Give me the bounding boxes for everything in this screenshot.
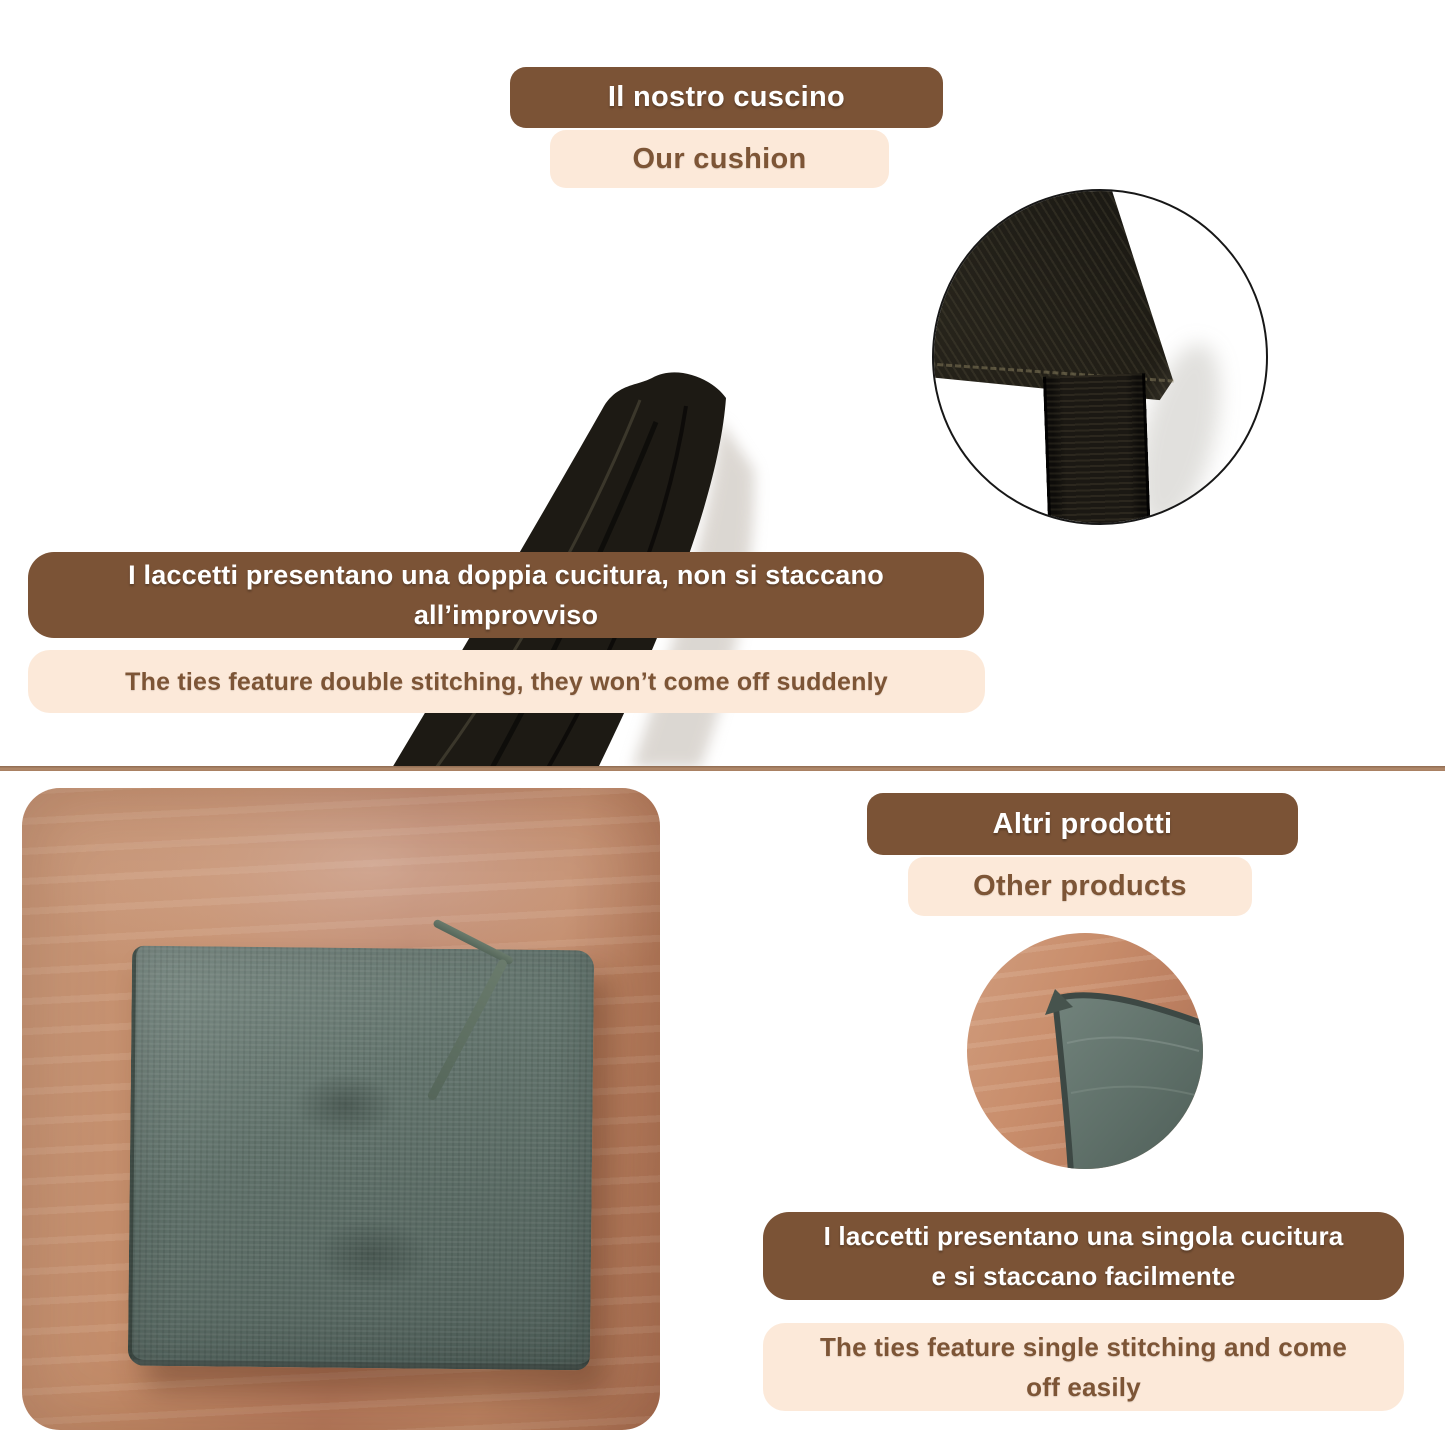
claim-line-1: I laccetti presentano una doppia cucitura, non si staccano	[128, 560, 884, 590]
competitor-claim-banner-english	[763, 1323, 1404, 1411]
competitor-claim-en-line-2: off easily	[1026, 1372, 1141, 1402]
claim-line-2: all’improvviso	[413, 600, 599, 630]
other-products-photo	[22, 788, 660, 1430]
claim-banner-english	[28, 650, 985, 713]
section-divider	[0, 766, 1445, 771]
title-pill-italian: Il nostro cuscino	[510, 67, 943, 128]
competitor-zoom-circle	[967, 933, 1203, 1169]
competitor-claim-line-2: e si staccano facilmente	[931, 1261, 1236, 1291]
photo-vignette	[22, 788, 660, 1430]
other-products-pill-italian: Altri prodotti	[867, 793, 1298, 855]
claim-line-en: The ties feature double stitching, they won’t come off suddenly	[125, 667, 888, 696]
competitor-claim-banner-italian	[763, 1212, 1404, 1300]
stitching-zoom-circle	[932, 189, 1268, 525]
dark-cushion-fabric	[0, 0, 775, 400]
competitor-claim-en-line-1: The ties feature single stitching and come	[819, 1332, 1348, 1362]
strap-detail	[1043, 373, 1151, 525]
competitor-claim-line-1: I laccetti presentano una singola cucitura	[823, 1221, 1344, 1251]
competitor-corner-detail	[967, 933, 1203, 1169]
claim-banner-italian	[28, 552, 984, 638]
our-cushion-photo	[0, 0, 775, 400]
other-products-pill-english: Other products	[908, 857, 1252, 916]
title-pill-english: Our cushion	[550, 130, 889, 188]
